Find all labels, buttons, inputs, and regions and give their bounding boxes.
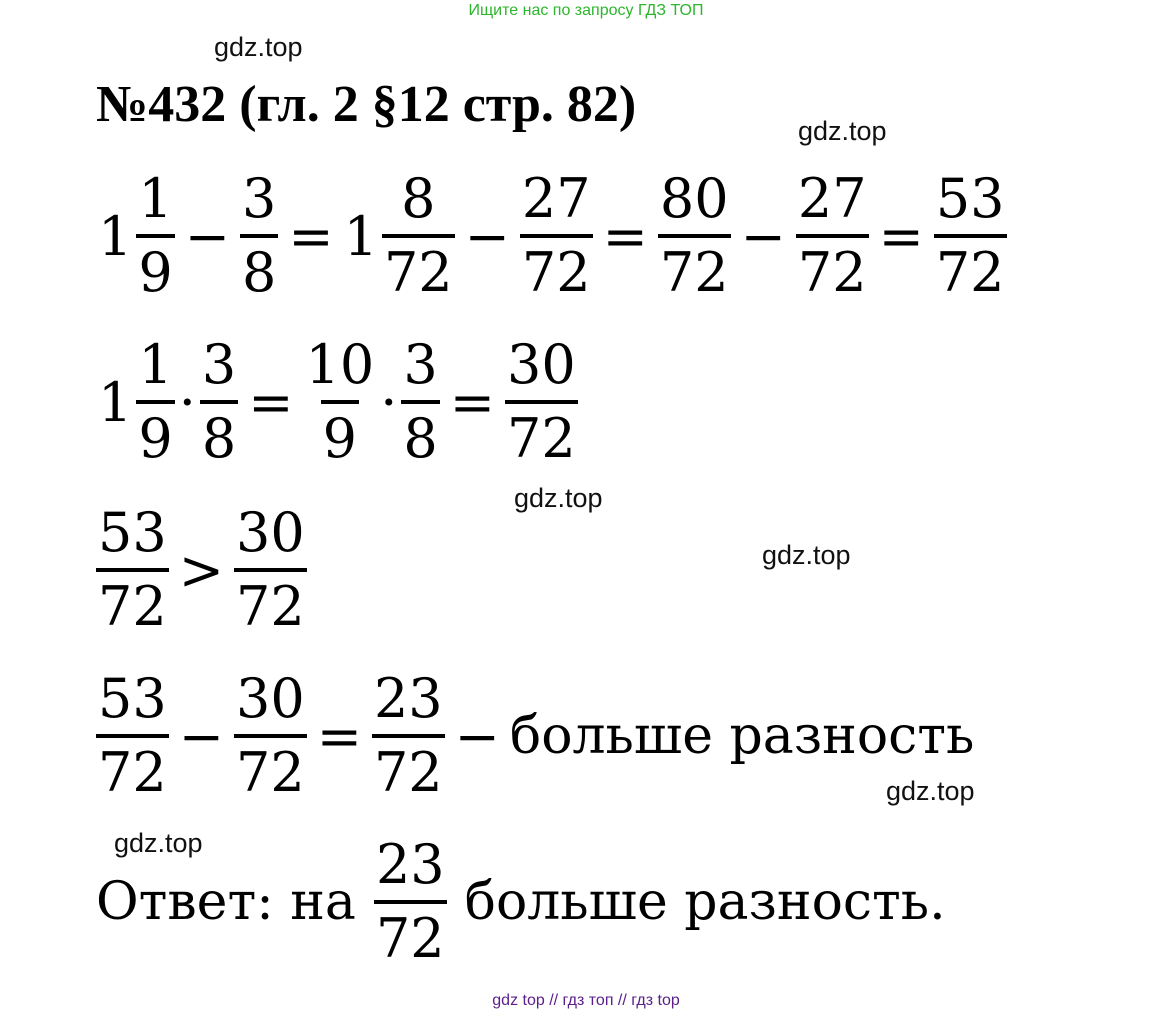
denominator: 8: [401, 400, 439, 466]
fraction: [401, 333, 439, 470]
difference-line: [96, 667, 975, 804]
denominator: 72: [234, 734, 307, 800]
denominator: 9: [321, 400, 359, 466]
fraction: [520, 167, 593, 304]
denominator: 8: [240, 234, 278, 300]
whole-number: 1: [343, 204, 378, 268]
denominator: 72: [382, 234, 455, 300]
fraction: [382, 167, 455, 304]
whole-number: 1: [98, 204, 133, 268]
denominator: 72: [96, 734, 169, 800]
numerator: 53: [98, 501, 167, 564]
numerator: 3: [403, 333, 438, 396]
fraction: [372, 667, 445, 804]
greater-than-sign: >: [178, 538, 224, 602]
problem-title: №432 (гл. 2 §12 стр. 82): [96, 76, 637, 133]
fraction: [136, 167, 174, 304]
answer-line: [96, 833, 946, 970]
equals-sign: =: [449, 370, 495, 434]
numerator: 53: [935, 167, 1005, 230]
fraction: [796, 167, 869, 304]
equals-sign: =: [316, 704, 362, 768]
minus-sign: −: [464, 204, 510, 268]
numerator: 3: [241, 167, 277, 230]
fraction: [505, 333, 578, 470]
watermark: gdz.top: [114, 828, 203, 858]
fraction: [658, 167, 731, 304]
numerator: 30: [235, 667, 305, 730]
equation-line-1: [98, 167, 1007, 304]
watermark: gdz.top: [762, 540, 851, 570]
top-banner: Ищите нас по запросу ГДЗ ТОП: [468, 2, 704, 19]
numerator: 3: [201, 333, 237, 396]
fraction: [96, 667, 169, 804]
numerator: 53: [98, 667, 167, 730]
denominator: 72: [796, 234, 869, 300]
fraction: [304, 333, 377, 470]
numerator: 30: [507, 333, 576, 396]
minus-sign: −: [178, 704, 224, 768]
multiply-dot: ·: [178, 370, 196, 434]
minus-sign: −: [184, 204, 230, 268]
denominator: 72: [372, 734, 445, 800]
comparison-line: [96, 501, 307, 638]
fraction: [374, 833, 447, 970]
equals-sign: =: [248, 370, 294, 434]
fraction: [934, 167, 1007, 304]
watermark: gdz.top: [798, 116, 887, 146]
whole-number: 1: [98, 370, 133, 434]
numerator: 30: [235, 501, 305, 564]
equals-sign: =: [602, 204, 648, 268]
footer-watermark: gdz top // гдз топ // гдз top: [492, 992, 680, 1009]
dash: −: [454, 704, 500, 768]
denominator: 72: [520, 234, 593, 300]
denominator: 72: [374, 900, 447, 966]
watermark: gdz.top: [886, 776, 975, 806]
fraction: [200, 333, 238, 470]
answer-prefix: Ответ: на: [96, 872, 356, 932]
multiply-dot: ·: [380, 370, 398, 434]
watermark: gdz.top: [214, 32, 303, 62]
denominator: 72: [96, 568, 169, 634]
difference-text: больше разность: [509, 706, 975, 766]
denominator: 9: [136, 234, 174, 300]
denominator: 9: [136, 400, 174, 466]
equals-sign: =: [288, 204, 334, 268]
denominator: 72: [234, 568, 307, 634]
numerator: 1: [138, 167, 173, 230]
denominator: 72: [658, 234, 731, 300]
fraction: [234, 501, 307, 638]
numerator: 27: [797, 167, 867, 230]
numerator: 80: [659, 167, 729, 230]
denominator: 8: [200, 400, 238, 466]
fraction: [240, 167, 278, 304]
fraction: [136, 333, 174, 470]
numerator: 10: [305, 333, 375, 396]
fraction: [96, 501, 169, 638]
numerator: 8: [401, 167, 436, 230]
equation-line-2: [98, 333, 578, 470]
denominator: 72: [505, 400, 578, 466]
numerator: 27: [521, 167, 591, 230]
numerator: 23: [373, 667, 443, 730]
answer-suffix: больше разность.: [464, 872, 946, 932]
equals-sign: =: [878, 204, 924, 268]
numerator: 23: [375, 833, 445, 896]
minus-sign: −: [740, 204, 786, 268]
fraction: [234, 667, 307, 804]
denominator: 72: [934, 234, 1007, 300]
numerator: 1: [138, 333, 173, 396]
watermark: gdz.top: [514, 483, 603, 513]
